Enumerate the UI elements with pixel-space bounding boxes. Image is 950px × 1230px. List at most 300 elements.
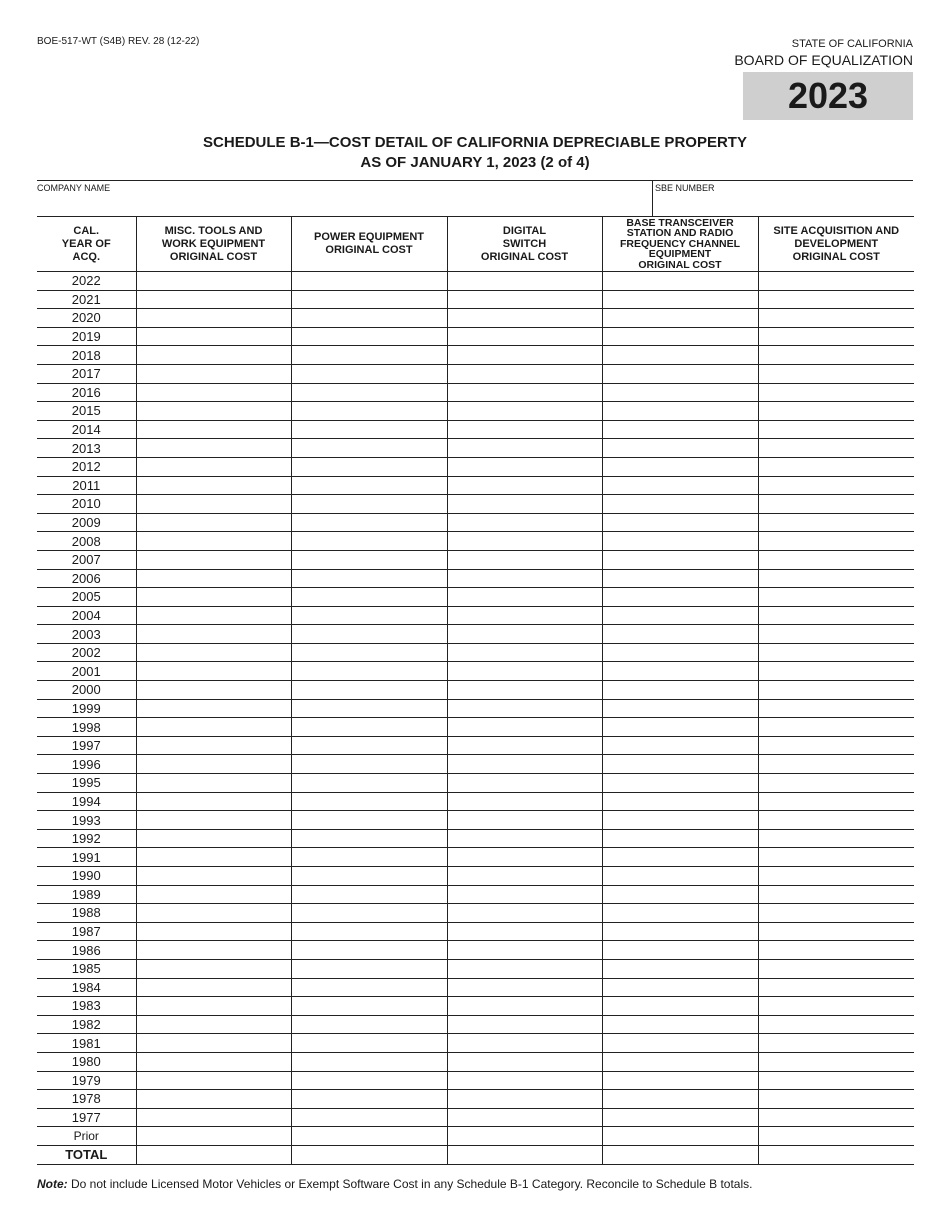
cost-input-cell[interactable]	[758, 290, 914, 309]
cost-input-cell[interactable]	[602, 309, 758, 328]
cost-input-cell[interactable]	[291, 959, 447, 978]
footnote	[37, 1177, 752, 1191]
cost-input-cell[interactable]	[291, 755, 447, 774]
cost-input-cell[interactable]	[136, 569, 291, 588]
cost-input-cell[interactable]	[136, 402, 291, 421]
cost-input-cell[interactable]	[136, 959, 291, 978]
note-text: Do not include Licensed Motor Vehicles or Exempt Software Cost in any Schedule B-1 Category. Reconcile to Schedule B totals.	[67, 1177, 753, 1191]
cost-input-cell[interactable]	[447, 1052, 602, 1071]
cost-input-cell[interactable]	[758, 513, 914, 532]
cost-input-cell[interactable]	[602, 1052, 758, 1071]
cost-input-cell[interactable]	[291, 550, 447, 569]
cost-input-cell[interactable]	[447, 718, 602, 737]
cost-input-cell[interactable]	[602, 532, 758, 551]
cost-input-cell[interactable]	[136, 792, 291, 811]
cost-input-cell[interactable]	[291, 829, 447, 848]
cost-input-cell[interactable]	[758, 718, 914, 737]
cost-input-cell[interactable]	[447, 811, 602, 830]
table-row	[37, 643, 914, 662]
cost-input-cell[interactable]	[758, 1127, 914, 1146]
year-cell: 2020	[37, 309, 136, 328]
column-header-line: SWITCH	[502, 237, 547, 250]
cost-input-cell[interactable]	[602, 755, 758, 774]
cost-input-cell[interactable]	[291, 978, 447, 997]
cost-input-cell[interactable]	[758, 476, 914, 495]
cost-input-cell[interactable]	[758, 1071, 914, 1090]
cost-input-cell[interactable]	[291, 290, 447, 309]
table-row	[37, 476, 914, 495]
cost-input-cell[interactable]	[291, 476, 447, 495]
cost-input-cell[interactable]	[758, 941, 914, 960]
cost-input-cell[interactable]	[758, 1108, 914, 1127]
year-cell: 1977	[37, 1108, 136, 1127]
cost-input-cell[interactable]	[136, 439, 291, 458]
cost-input-cell[interactable]	[602, 1071, 758, 1090]
cost-input-cell[interactable]	[291, 792, 447, 811]
cost-input-cell[interactable]	[758, 457, 914, 476]
year-cell: 2013	[37, 439, 136, 458]
cost-input-cell[interactable]	[291, 513, 447, 532]
cost-input-cell[interactable]	[291, 1145, 447, 1164]
table-row	[37, 959, 914, 978]
year-cell: 1995	[37, 774, 136, 793]
cost-input-cell[interactable]	[291, 420, 447, 439]
cost-input-cell[interactable]	[447, 959, 602, 978]
cost-input-cell[interactable]	[136, 476, 291, 495]
cost-input-cell[interactable]	[136, 885, 291, 904]
year-cell: 1996	[37, 755, 136, 774]
year-cell: 2015	[37, 402, 136, 421]
cost-input-cell[interactable]	[447, 1145, 602, 1164]
title-line-1: SCHEDULE B-1—COST DETAIL OF CALIFORNIA DEPRECIABLE PROPERTY	[203, 134, 747, 151]
cost-input-cell[interactable]	[291, 272, 447, 291]
cost-input-cell[interactable]	[136, 736, 291, 755]
year-cell: 2018	[37, 346, 136, 365]
cost-input-cell[interactable]	[136, 848, 291, 867]
column-header	[602, 217, 758, 272]
cost-input-cell[interactable]	[136, 997, 291, 1016]
cost-input-cell[interactable]	[602, 792, 758, 811]
cost-input-cell[interactable]	[758, 1145, 914, 1164]
cost-input-cell[interactable]	[136, 309, 291, 328]
column-header-line: EQUIPMENT	[648, 248, 712, 261]
table-row	[37, 327, 914, 346]
cost-input-cell[interactable]	[758, 327, 914, 346]
cost-input-cell[interactable]	[447, 420, 602, 439]
cost-input-cell[interactable]	[602, 346, 758, 365]
cost-input-cell[interactable]	[758, 699, 914, 718]
cost-input-cell[interactable]	[447, 1015, 602, 1034]
cost-input-cell[interactable]	[136, 420, 291, 439]
cost-input-cell[interactable]	[602, 1034, 758, 1053]
cost-input-cell[interactable]	[758, 811, 914, 830]
cost-input-cell[interactable]	[136, 272, 291, 291]
cost-input-cell[interactable]	[136, 904, 291, 923]
cost-input-cell[interactable]	[447, 346, 602, 365]
cost-input-cell[interactable]	[602, 272, 758, 291]
cost-input-cell[interactable]	[602, 1145, 758, 1164]
cost-input-cell[interactable]	[447, 588, 602, 607]
column-header	[136, 217, 291, 272]
year-cell: 2011	[37, 476, 136, 495]
cost-input-cell[interactable]	[758, 829, 914, 848]
cost-input-cell[interactable]	[136, 327, 291, 346]
cost-input-cell[interactable]	[447, 513, 602, 532]
cost-input-cell[interactable]	[602, 829, 758, 848]
table-row	[37, 997, 914, 1016]
table-row	[37, 1108, 914, 1127]
cost-input-cell[interactable]	[136, 718, 291, 737]
cost-input-cell[interactable]	[447, 997, 602, 1016]
table-row	[37, 904, 914, 923]
cost-input-cell[interactable]	[758, 420, 914, 439]
table-row	[37, 811, 914, 830]
year-cell: 2022	[37, 272, 136, 291]
table-row	[37, 290, 914, 309]
column-header	[758, 217, 914, 272]
cost-input-cell[interactable]	[758, 383, 914, 402]
cost-input-cell[interactable]	[758, 1052, 914, 1071]
cost-input-cell[interactable]	[136, 1034, 291, 1053]
cost-input-cell[interactable]	[602, 941, 758, 960]
year-cell: 1999	[37, 699, 136, 718]
cost-input-cell[interactable]	[136, 346, 291, 365]
cost-input-cell[interactable]	[291, 699, 447, 718]
cost-input-cell[interactable]	[602, 997, 758, 1016]
cost-input-cell[interactable]	[602, 402, 758, 421]
cost-input-cell[interactable]	[136, 941, 291, 960]
cost-input-cell[interactable]	[447, 383, 602, 402]
table-row	[37, 364, 914, 383]
cost-input-cell[interactable]	[758, 1090, 914, 1109]
cost-input-cell[interactable]	[758, 643, 914, 662]
table-row	[37, 1034, 914, 1053]
year-cell: 1998	[37, 718, 136, 737]
table-row	[37, 420, 914, 439]
cost-input-cell[interactable]	[447, 885, 602, 904]
cost-input-cell[interactable]	[447, 439, 602, 458]
cost-input-cell[interactable]	[602, 904, 758, 923]
cost-input-cell[interactable]	[136, 1090, 291, 1109]
table-row	[37, 755, 914, 774]
cost-input-cell[interactable]	[602, 457, 758, 476]
table-row	[37, 792, 914, 811]
cost-input-cell[interactable]	[291, 736, 447, 755]
cost-input-cell[interactable]	[447, 1108, 602, 1127]
cost-input-cell[interactable]	[602, 662, 758, 681]
page-title	[0, 133, 950, 173]
cost-input-cell[interactable]	[136, 978, 291, 997]
cost-input-cell[interactable]	[291, 606, 447, 625]
cost-input-cell[interactable]	[291, 495, 447, 514]
cost-input-cell[interactable]	[758, 755, 914, 774]
cost-input-cell[interactable]	[447, 290, 602, 309]
cost-input-cell[interactable]	[447, 569, 602, 588]
cost-input-cell[interactable]	[447, 532, 602, 551]
cost-input-cell[interactable]	[447, 457, 602, 476]
cost-input-cell[interactable]	[136, 774, 291, 793]
cost-input-cell[interactable]	[291, 1127, 447, 1146]
cost-input-cell[interactable]	[758, 346, 914, 365]
cost-input-cell[interactable]	[602, 978, 758, 997]
cost-input-cell[interactable]	[447, 829, 602, 848]
cost-input-cell[interactable]	[758, 885, 914, 904]
cost-input-cell[interactable]	[136, 457, 291, 476]
cost-input-cell[interactable]	[447, 625, 602, 644]
cost-input-cell[interactable]	[136, 1127, 291, 1146]
cost-input-cell[interactable]	[136, 1052, 291, 1071]
cost-input-cell[interactable]	[602, 885, 758, 904]
cost-input-cell[interactable]	[291, 327, 447, 346]
column-header-line: ORIGINAL COST	[169, 250, 258, 263]
cost-input-cell[interactable]	[758, 402, 914, 421]
cost-input-cell[interactable]	[758, 1034, 914, 1053]
cost-input-cell[interactable]	[447, 978, 602, 997]
cost-input-cell[interactable]	[291, 643, 447, 662]
sbe-number-field[interactable]	[655, 193, 913, 215]
table-row	[37, 681, 914, 700]
cost-input-cell[interactable]	[602, 625, 758, 644]
cost-input-cell[interactable]	[136, 681, 291, 700]
cost-input-cell[interactable]	[291, 1108, 447, 1127]
year-cell: 1978	[37, 1090, 136, 1109]
cost-input-cell[interactable]	[136, 625, 291, 644]
cost-input-cell[interactable]	[602, 439, 758, 458]
cost-input-cell[interactable]	[758, 606, 914, 625]
cost-input-cell[interactable]	[758, 662, 914, 681]
year-cell: 1979	[37, 1071, 136, 1090]
cost-input-cell[interactable]	[602, 569, 758, 588]
cost-input-cell[interactable]	[136, 643, 291, 662]
cost-input-cell[interactable]	[136, 495, 291, 514]
cost-input-cell[interactable]	[291, 309, 447, 328]
cost-input-cell[interactable]	[291, 364, 447, 383]
cost-input-cell[interactable]	[136, 699, 291, 718]
cost-input-cell[interactable]	[447, 1071, 602, 1090]
cost-input-cell[interactable]	[447, 867, 602, 886]
year-cell: 1984	[37, 978, 136, 997]
cost-input-cell[interactable]	[447, 941, 602, 960]
cost-input-cell[interactable]	[136, 811, 291, 830]
cost-input-cell[interactable]	[758, 978, 914, 997]
table-row	[37, 1015, 914, 1034]
table-row	[37, 978, 914, 997]
cost-input-cell[interactable]	[758, 904, 914, 923]
year-badge: 2023	[743, 72, 913, 120]
cost-input-cell[interactable]	[447, 476, 602, 495]
cost-input-cell[interactable]	[447, 606, 602, 625]
cost-input-cell[interactable]	[758, 959, 914, 978]
cost-input-cell[interactable]	[447, 848, 602, 867]
cost-input-cell[interactable]	[447, 681, 602, 700]
cost-input-cell[interactable]	[602, 1108, 758, 1127]
cost-input-cell[interactable]	[447, 662, 602, 681]
year-cell: 2007	[37, 550, 136, 569]
cost-input-cell[interactable]	[602, 588, 758, 607]
cost-input-cell[interactable]	[758, 309, 914, 328]
cost-input-cell[interactable]	[602, 606, 758, 625]
cost-input-cell[interactable]	[447, 736, 602, 755]
cost-input-cell[interactable]	[758, 736, 914, 755]
cost-input-cell[interactable]	[447, 550, 602, 569]
cost-input-cell[interactable]	[602, 476, 758, 495]
cost-input-cell[interactable]	[291, 383, 447, 402]
cost-input-cell[interactable]	[291, 904, 447, 923]
cost-input-cell[interactable]	[602, 1090, 758, 1109]
cost-input-cell[interactable]	[136, 290, 291, 309]
cost-input-cell[interactable]	[447, 1127, 602, 1146]
cost-input-cell[interactable]	[447, 364, 602, 383]
cost-input-cell[interactable]	[291, 867, 447, 886]
cost-input-cell[interactable]	[602, 959, 758, 978]
year-cell: 1989	[37, 885, 136, 904]
cost-input-cell[interactable]	[291, 569, 447, 588]
cost-input-cell[interactable]	[447, 309, 602, 328]
board-label: BOARD OF EQUALIZATION	[734, 52, 913, 68]
cost-input-cell[interactable]	[447, 922, 602, 941]
cost-input-cell[interactable]	[758, 588, 914, 607]
cost-input-cell[interactable]	[602, 643, 758, 662]
cost-input-cell[interactable]	[602, 327, 758, 346]
cost-input-cell[interactable]	[602, 420, 758, 439]
cost-input-cell[interactable]	[602, 848, 758, 867]
cost-input-cell[interactable]	[136, 1071, 291, 1090]
cost-input-cell[interactable]	[136, 662, 291, 681]
cost-input-cell[interactable]	[447, 1090, 602, 1109]
column-header-line: ACQ.	[72, 250, 100, 263]
cost-input-cell[interactable]	[291, 1052, 447, 1071]
cost-input-cell[interactable]	[447, 774, 602, 793]
cost-input-cell[interactable]	[136, 532, 291, 551]
cost-input-cell[interactable]	[758, 439, 914, 458]
cost-input-cell[interactable]	[602, 736, 758, 755]
cost-input-cell[interactable]	[758, 364, 914, 383]
cost-input-cell[interactable]	[447, 1034, 602, 1053]
cost-input-cell[interactable]	[758, 1015, 914, 1034]
cost-input-cell[interactable]	[758, 922, 914, 941]
cost-input-cell[interactable]	[602, 681, 758, 700]
cost-input-cell[interactable]	[447, 792, 602, 811]
cost-input-cell[interactable]	[136, 1145, 291, 1164]
cost-input-cell[interactable]	[758, 867, 914, 886]
cost-input-cell[interactable]	[136, 867, 291, 886]
cost-input-cell[interactable]	[758, 569, 914, 588]
cost-input-cell[interactable]	[758, 532, 914, 551]
cost-input-cell[interactable]	[136, 364, 291, 383]
cost-input-cell[interactable]	[291, 532, 447, 551]
cost-input-cell[interactable]	[291, 848, 447, 867]
cost-input-cell[interactable]	[291, 588, 447, 607]
cost-input-cell[interactable]	[447, 699, 602, 718]
cost-input-cell[interactable]	[291, 1034, 447, 1053]
cost-input-cell[interactable]	[291, 774, 447, 793]
cost-input-cell[interactable]	[291, 662, 447, 681]
cost-input-cell[interactable]	[758, 495, 914, 514]
cost-input-cell[interactable]	[136, 383, 291, 402]
cost-input-cell[interactable]	[758, 625, 914, 644]
cost-input-cell[interactable]	[602, 867, 758, 886]
cost-input-cell[interactable]	[602, 811, 758, 830]
table-row	[37, 1145, 914, 1164]
cost-input-cell[interactable]	[291, 681, 447, 700]
cost-input-cell[interactable]	[602, 513, 758, 532]
cost-input-cell[interactable]	[291, 1015, 447, 1034]
cost-input-cell[interactable]	[291, 922, 447, 941]
form-id: BOE-517-WT (S4B) REV. 28 (12-22)	[37, 36, 200, 47]
cost-input-cell[interactable]	[602, 718, 758, 737]
cost-input-cell[interactable]	[447, 904, 602, 923]
cost-input-cell[interactable]	[447, 643, 602, 662]
cost-input-cell[interactable]	[136, 755, 291, 774]
cost-input-cell[interactable]	[136, 1015, 291, 1034]
cost-input-cell[interactable]	[758, 681, 914, 700]
cost-input-cell[interactable]	[602, 1015, 758, 1034]
cost-input-cell[interactable]	[291, 402, 447, 421]
year-cell: 2012	[37, 457, 136, 476]
cost-input-cell[interactable]	[758, 550, 914, 569]
cost-input-cell[interactable]	[136, 606, 291, 625]
cost-input-cell[interactable]	[291, 718, 447, 737]
cost-input-cell[interactable]	[602, 550, 758, 569]
column-header	[37, 217, 136, 272]
cost-input-cell[interactable]	[136, 550, 291, 569]
cost-input-cell[interactable]	[291, 439, 447, 458]
year-cell: 1992	[37, 829, 136, 848]
cost-input-cell[interactable]	[602, 774, 758, 793]
cost-input-cell[interactable]	[758, 272, 914, 291]
year-cell: 2009	[37, 513, 136, 532]
cost-input-cell[interactable]	[291, 346, 447, 365]
cost-input-cell[interactable]	[447, 402, 602, 421]
column-header-line: ORIGINAL COST	[325, 244, 413, 256]
cost-input-cell[interactable]	[758, 997, 914, 1016]
cost-input-cell[interactable]	[602, 922, 758, 941]
cost-input-cell[interactable]	[136, 1108, 291, 1127]
cost-input-cell[interactable]	[291, 457, 447, 476]
cost-input-cell[interactable]	[136, 513, 291, 532]
cost-input-cell[interactable]	[758, 848, 914, 867]
cost-input-cell[interactable]	[758, 774, 914, 793]
cost-input-cell[interactable]	[447, 755, 602, 774]
cost-input-cell[interactable]	[291, 625, 447, 644]
cost-input-cell[interactable]	[602, 290, 758, 309]
cost-input-cell[interactable]	[602, 364, 758, 383]
cost-input-cell[interactable]	[602, 699, 758, 718]
cost-input-cell[interactable]	[602, 383, 758, 402]
cost-input-cell[interactable]	[291, 885, 447, 904]
cost-input-cell[interactable]	[136, 922, 291, 941]
cost-input-cell[interactable]	[602, 495, 758, 514]
cost-input-cell[interactable]	[291, 941, 447, 960]
year-cell: 2003	[37, 625, 136, 644]
cost-input-cell[interactable]	[447, 495, 602, 514]
cost-input-cell[interactable]	[136, 588, 291, 607]
cost-input-cell[interactable]	[602, 1127, 758, 1146]
year-cell: 1987	[37, 922, 136, 941]
cost-input-cell[interactable]	[291, 997, 447, 1016]
table-row	[37, 606, 914, 625]
company-name-field[interactable]	[37, 193, 649, 215]
cost-input-cell[interactable]	[758, 792, 914, 811]
cost-input-cell[interactable]	[291, 811, 447, 830]
cost-input-cell[interactable]	[447, 327, 602, 346]
cost-input-cell[interactable]	[136, 829, 291, 848]
column-header-line: DEVELOPMENT	[794, 237, 879, 250]
cost-input-cell[interactable]	[291, 1071, 447, 1090]
cost-input-cell[interactable]	[447, 272, 602, 291]
table-row	[37, 513, 914, 532]
cost-input-cell[interactable]	[291, 1090, 447, 1109]
